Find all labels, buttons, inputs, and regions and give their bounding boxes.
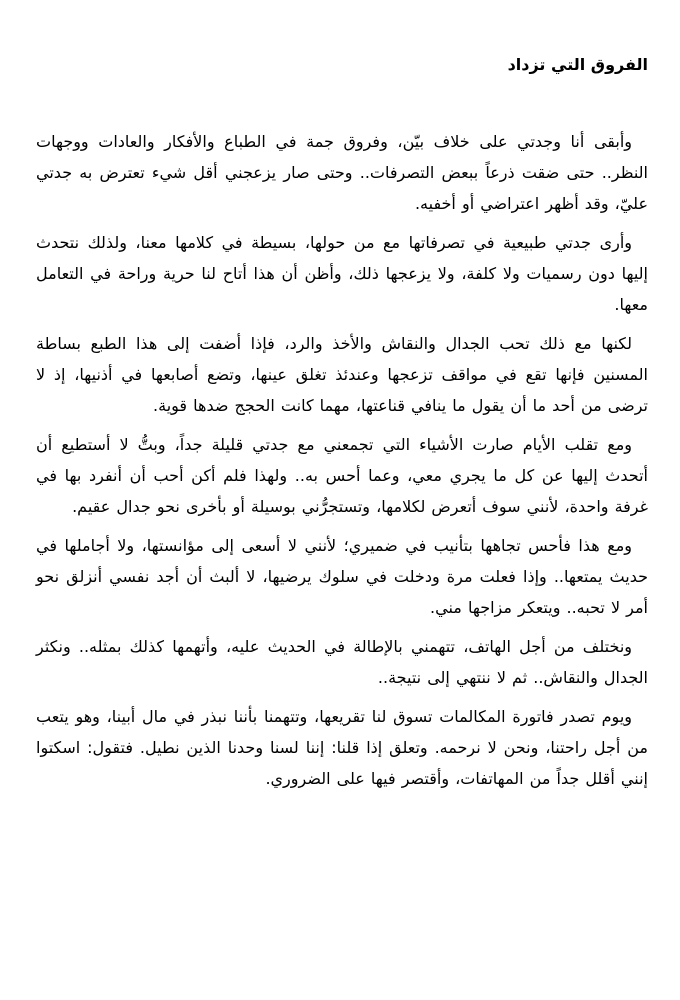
paragraph: ومع هذا فأحس تجاهها بتأنيب في ضميري؛ لأنني لا أسعى إلى مؤانستها، ولا أجاملها في حديث يمتعها.. وإذا فعلت مرة ودخلت في سلوك يرضيها، لا ألبث أن أجد نفسي أنزلق نحو أمر لا تحبه.. ويتعكر مزاجها مني.	[36, 536, 648, 617]
paragraph: وأرى جدتي طبيعية في تصرفاتها مع من حولها، بسيطة في كلامها معنا، ولذلك نتحدث إليها دون رسميات ولا كلفة، ولا يزعجها ذلك، وأظن أن هذا أتاح لنا حرية وراحة في التعامل معها.	[36, 233, 648, 314]
paragraph: ونختلف من أجل الهاتف، تتهمني بالإطالة في الحديث عليه، وأتهمها كذلك بمثله.. ونكثر الجدال والنقاش.. ثم لا ننتهي إلى نتيجة..	[36, 637, 648, 687]
paragraph: لكنها مع ذلك تحب الجدال والنقاش والأخذ والرد، فإذا أضفت إلى هذا الطبع بساطة المسنين فإنها تقع في مواقف تزعجها وعندئذ تغلق عينها، وتضع أصابعها في أذنيها، إذ لا ترضى من أحد ما أن يقول ما ينافي قناعتها، مهما كانت الحجج ضدها قوية.	[36, 334, 648, 415]
document-body	[36, 126, 648, 802]
document-title: الفروق التي تزداد	[507, 55, 648, 74]
paragraph: ومع تقلب الأيام صارت الأشياء التي تجمعني مع جدتي قليلة جداً، وبتُّ لا أستطيع أن أتحدث إليها عن كل ما يجري معي، وعما أحس به.. ولهذا فلم أكن أحب أن أنفرد بها في غرفة واحدة، لأنني سوف أتعرض لكلامها، وتستجرُّني بوسيلة أو بأخرى نحو جدال عقيم.	[36, 435, 648, 516]
paragraph: وأبقى أنا وجدتي على خلاف بيّن، وفروق جمة في الطباع والأفكار والعادات ووجهات النظر.. حتى ضقت ذرعاً ببعض التصرفات.. وحتى صار يزعجني أقل شيء تعترض به جدتي عليّ، وقد أظهر اعتراضي أو أخفيه.	[36, 132, 648, 213]
document-page	[36, 0, 648, 1000]
paragraph: ويوم تصدر فاتورة المكالمات تسوق لنا تقريعها، وتتهمنا بأننا نبذر في مال أبينا، وهو يتعب من أجل راحتنا، ونحن لا نرحمه. وتعلق إذا قلنا: إننا لسنا وحدنا الذين نطيل. فتقول: اسكتوا إنني أقلل جداً من المهاتفات، وأقتصر فيها على الضروري.	[36, 707, 648, 788]
